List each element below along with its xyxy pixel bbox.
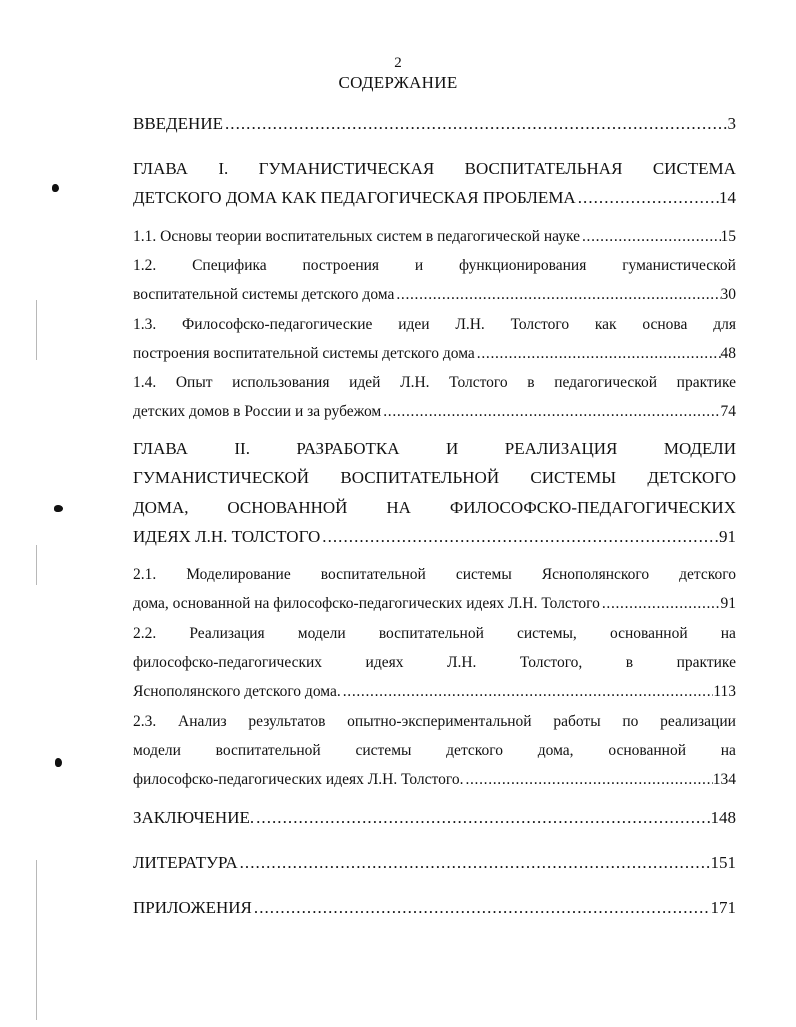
toc-page-number: 74 (720, 403, 736, 420)
toc-entry-text: воспитательной системы детского дома (133, 286, 395, 303)
toc-chapter2-line4[interactable] (133, 527, 736, 547)
toc-entry-intro[interactable] (133, 114, 736, 134)
word: работы (553, 713, 601, 730)
word: и (414, 257, 424, 274)
word: Опыт (175, 374, 213, 391)
toc-page-number: 48 (720, 345, 736, 362)
word: практике (676, 374, 736, 391)
word: основанной (608, 742, 687, 759)
word: Моделирование (186, 566, 291, 583)
toc-chapter2-line2[interactable] (133, 468, 736, 488)
toc-entry-conclusion[interactable] (133, 808, 736, 828)
toc-section-2-1-line2[interactable] (133, 595, 736, 613)
toc-section-2-3-line1[interactable] (133, 713, 736, 731)
dot-leader (463, 771, 712, 789)
word: практике (676, 654, 736, 671)
toc-entry-text: Яснополянского детского дома. (133, 683, 341, 700)
word: дома, (537, 742, 574, 759)
word: I. (218, 159, 229, 178)
toc-chapter1-line1[interactable] (133, 159, 736, 179)
dot-leader (580, 228, 721, 246)
word: СИСТЕМА (652, 159, 736, 178)
toc-page-number: 151 (710, 853, 736, 872)
toc-section-2-1-line1[interactable] (133, 566, 736, 584)
word: ДОМА, (133, 498, 189, 517)
word: ГЛАВА (133, 439, 188, 458)
toc-section-2-3-line3[interactable] (133, 771, 736, 789)
word: детского (679, 566, 736, 583)
word: Толстого, (519, 654, 583, 671)
word: ВОСПИТАТЕЛЬНАЯ (464, 159, 623, 178)
toc-section-2-2-line2[interactable] (133, 654, 736, 672)
word: Л.Н. (446, 654, 477, 671)
word: СИСТЕМЫ (530, 468, 617, 487)
dot-leader (381, 403, 720, 421)
page-title: СОДЕРЖАНИЕ (338, 73, 458, 92)
toc-page-number: 15 (720, 228, 736, 245)
toc-section-2-2-line1[interactable] (133, 625, 736, 643)
toc-page-number: 113 (713, 683, 736, 700)
toc-section-2-2-line3[interactable] (133, 683, 736, 701)
toc-page-number: 91 (719, 527, 736, 546)
word: использования (232, 374, 330, 391)
word: ДЕТСКОГО (647, 468, 736, 487)
word: модели (297, 625, 346, 642)
page-number: 2 (394, 55, 402, 71)
word: Л.Н. (455, 316, 485, 333)
dot-leader (320, 527, 719, 547)
dot-leader (254, 808, 710, 828)
toc-page-number: 91 (720, 595, 736, 612)
toc-section-1-4-line2[interactable] (133, 403, 736, 421)
toc-entry-text: детских домов в России и за рубежом (133, 403, 382, 420)
toc-entry-appendices[interactable] (133, 898, 736, 918)
word: ФИЛОСОФСКО-ПЕДАГОГИЧЕСКИХ (449, 498, 736, 517)
word: воспитательной (378, 625, 484, 642)
word: Толстого (449, 374, 508, 391)
toc-page-number: 14 (719, 188, 736, 207)
word: 1.3. (133, 316, 157, 333)
toc-entry-text: философско-педагогических идеях Л.Н. Толстого. (133, 771, 464, 788)
word: в (527, 374, 535, 391)
word: 1.2. (133, 257, 157, 274)
toc-entry-text: ИДЕЯХ Л.Н. ТОЛСТОГО (133, 527, 321, 546)
toc-section-1-4-line1[interactable] (133, 374, 736, 392)
toc-chapter1-line2[interactable] (133, 188, 736, 208)
scan-speck (55, 758, 62, 767)
toc-entry-text: построения воспитательной системы детского дома (133, 345, 475, 362)
word: 2.1. (133, 566, 157, 583)
toc-entry-text: ВВЕДЕНИЕ (133, 114, 223, 133)
word: ГУМАНИСТИЧЕСКОЙ (133, 468, 310, 487)
word: основанной (609, 625, 688, 642)
word: идей (349, 374, 381, 391)
word: реализации (660, 713, 736, 730)
word: Философско-педагогические (182, 316, 373, 333)
word: РАЗРАБОТКА (296, 439, 400, 458)
toc-section-1-2-line1[interactable] (133, 257, 736, 275)
scan-margin-line (36, 300, 37, 360)
toc-chapter2-line1[interactable] (133, 439, 736, 459)
toc-entry-text: дома, основанной на философско-педагогических идеях Л.Н. Толстого (133, 595, 600, 612)
word: педагогической (554, 374, 658, 391)
word: Специфика (192, 257, 267, 274)
toc-entry-text: 1.1. Основы теории воспитательных систем в педагогической науке (133, 228, 580, 245)
word: по (622, 713, 639, 730)
word: РЕАЛИЗАЦИЯ (504, 439, 618, 458)
word: системы (355, 742, 412, 759)
word: идеи (398, 316, 430, 333)
toc-section-1-3-line2[interactable] (133, 345, 736, 363)
word: ВОСПИТАТЕЛЬНОЙ (340, 468, 500, 487)
word: ГЛАВА (133, 159, 188, 178)
word: системы (455, 566, 512, 583)
toc-page-number: 134 (712, 771, 736, 788)
word: основа (642, 316, 688, 333)
word: для (713, 316, 736, 333)
word: ГУМАНИСТИЧЕСКАЯ (258, 159, 435, 178)
word: как (594, 316, 617, 333)
dot-leader (341, 683, 714, 701)
toc-entry-literature[interactable] (133, 853, 736, 873)
word: на (720, 742, 736, 759)
word: Реализация (189, 625, 265, 642)
word: И (446, 439, 459, 458)
word: II. (234, 439, 250, 458)
word: Анализ (178, 713, 227, 730)
toc-page-number: 30 (720, 286, 736, 303)
word: системы, (517, 625, 577, 642)
word: НА (386, 498, 411, 517)
toc-entry-text: ПРИЛОЖЕНИЯ (133, 898, 252, 917)
word: функционирования (458, 257, 587, 274)
toc-section-1-1[interactable] (133, 228, 736, 246)
word: на (720, 625, 736, 642)
toc-entry-text: ЛИТЕРАТУРА (133, 853, 238, 872)
word: философско-педагогических (133, 654, 323, 671)
dot-leader (252, 898, 711, 918)
word: построения (302, 257, 380, 274)
word: детского (446, 742, 503, 759)
scan-margin-line (36, 545, 37, 585)
scan-margin-line (36, 860, 37, 1020)
word: 1.4. (133, 374, 157, 391)
toc-page-number: 171 (710, 898, 736, 917)
word: Толстого (510, 316, 570, 333)
dot-leader (475, 345, 721, 363)
toc-page-number: 148 (710, 808, 736, 827)
word: результатов (248, 713, 326, 730)
word: опытно-экспериментальной (347, 713, 532, 730)
word: Л.Н. (400, 374, 430, 391)
toc-entry-text: ДЕТСКОГО ДОМА КАК ПЕДАГОГИЧЕСКАЯ ПРОБЛЕМА (133, 188, 576, 207)
word: МОДЕЛИ (663, 439, 736, 458)
word: модели (133, 742, 181, 759)
word: 2.2. (133, 625, 157, 642)
word: в (625, 654, 634, 671)
toc-page-number: 3 (727, 114, 736, 133)
toc-chapter2-line3[interactable] (133, 498, 736, 518)
word: воспитательной (320, 566, 426, 583)
word: идеях (365, 654, 404, 671)
word: Яснополянского (541, 566, 650, 583)
word: ОСНОВАННОЙ (227, 498, 348, 517)
dot-leader (238, 853, 711, 873)
toc-section-2-3-line2[interactable] (133, 742, 736, 760)
dot-leader (600, 595, 721, 613)
toc-entry-text: ЗАКЛЮЧЕНИЕ. (133, 808, 255, 827)
dot-leader (576, 188, 719, 208)
dot-leader (223, 114, 728, 134)
scan-speck (54, 505, 63, 512)
toc-section-1-2-line2[interactable] (133, 286, 736, 304)
word: воспитательной (215, 742, 321, 759)
word: 2.3. (133, 713, 157, 730)
dot-leader (394, 286, 720, 304)
scan-speck (52, 184, 59, 192)
word: гуманистической (622, 257, 736, 274)
toc-section-1-3-line1[interactable] (133, 316, 736, 334)
